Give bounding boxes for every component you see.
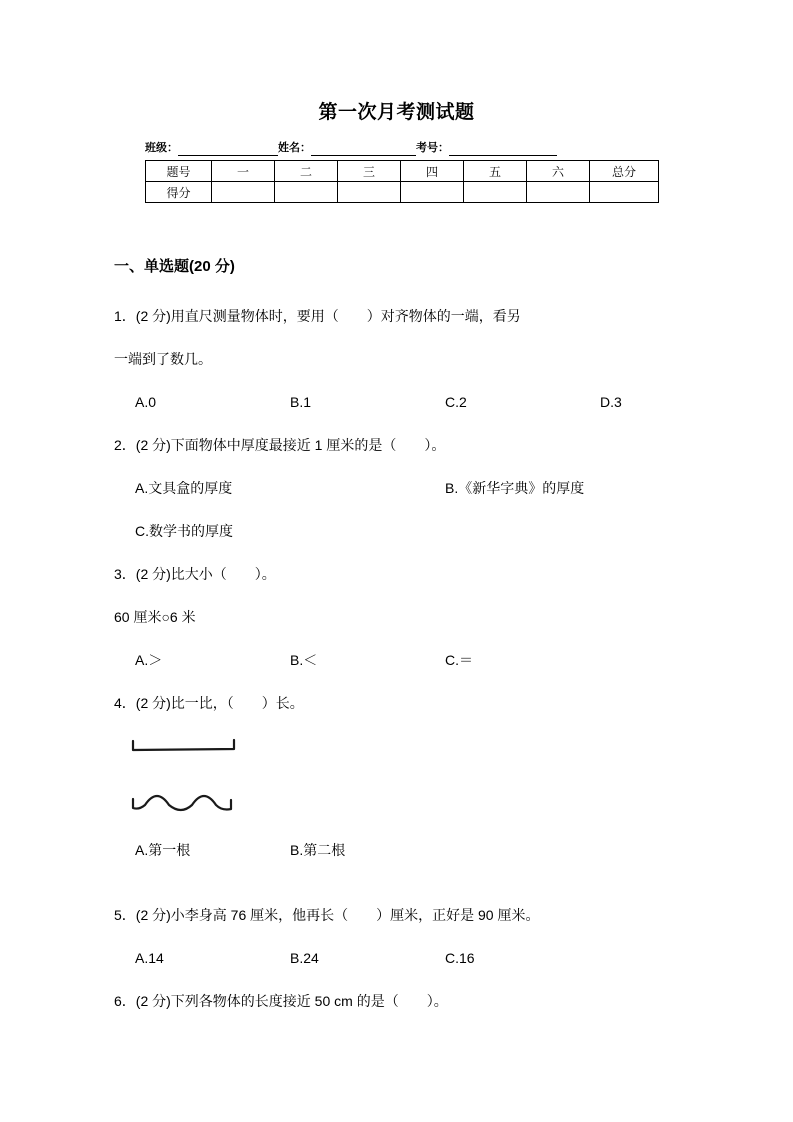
score-table-col-1: 一 [212, 161, 275, 182]
question-2-option-b[interactable]: B.《新华字典》的厚度 [445, 480, 585, 496]
straight-line-icon [130, 737, 242, 759]
score-table-col-3: 三 [338, 161, 401, 182]
identity-row [145, 136, 650, 156]
question-1-text: 1．(2 分)用直尺测量物体时，要用（ ）对齐物体的一端，看另 [114, 308, 521, 324]
score-cell-4[interactable] [401, 182, 464, 203]
score-table-col-6: 六 [527, 161, 590, 182]
page-title: 第一次月考测试题 [318, 102, 475, 123]
question-5-option-c[interactable]: C.16 [445, 950, 475, 966]
table-row-scores [146, 182, 659, 203]
question-5-option-b[interactable]: B.24 [290, 950, 319, 966]
question-4-options [114, 829, 694, 872]
question-5-text: 5．(2 分)小李身高 76 厘米，他再长（ ）厘米，正好是 90 厘米。 [114, 907, 540, 923]
score-cell-5[interactable] [464, 182, 527, 203]
score-table-col-5: 五 [464, 161, 527, 182]
identity-field-name [278, 139, 416, 156]
score-table-col-2: 二 [275, 161, 338, 182]
table-row-header [146, 161, 659, 182]
identity-field-examno [416, 139, 557, 156]
question-2-options-row2 [114, 510, 694, 553]
exam-content [0, 253, 793, 1023]
question-3 [114, 553, 694, 682]
question-2-text: 2．(2 分)下面物体中厚度最接近 1 厘米的是（ ）。 [114, 437, 446, 453]
question-3-expression: 60 厘米○6 米 [114, 609, 196, 625]
question-5-options [114, 937, 694, 980]
question-2-options-row1 [114, 467, 694, 510]
question-3-option-a[interactable]: A.＞ [135, 652, 163, 668]
question-5-option-a[interactable]: A.14 [135, 950, 164, 966]
question-3-options [114, 639, 694, 682]
question-2-option-c[interactable]: C.数学书的厚度 [135, 523, 233, 539]
question-1-option-a[interactable]: A.0 [135, 394, 157, 410]
wavy-line-icon [130, 783, 242, 817]
score-cell-total[interactable] [590, 182, 659, 203]
identity-blank-name[interactable] [311, 142, 416, 156]
question-3-option-c[interactable]: C.＝ [445, 652, 473, 668]
section-heading-1: 一、单选题(20 分) [114, 258, 235, 275]
score-table-col-total: 总分 [590, 161, 659, 182]
question-1-option-d[interactable]: D.3 [600, 394, 622, 410]
question-4-option-a[interactable]: A.第一根 [135, 842, 191, 858]
question-6 [114, 980, 694, 1023]
question-1-options [114, 381, 694, 424]
identity-field-class [145, 139, 278, 156]
score-cell-2[interactable] [275, 182, 338, 203]
score-table-row-label-score: 得分 [146, 182, 212, 203]
score-cell-3[interactable] [338, 182, 401, 203]
score-table [145, 160, 659, 203]
question-3-option-b[interactable]: B.＜ [290, 652, 318, 668]
question-1-option-b[interactable]: B.1 [290, 394, 312, 410]
question-2-option-a[interactable]: A.文具盒的厚度 [135, 480, 233, 496]
question-4 [114, 682, 694, 894]
score-table-col-4: 四 [401, 161, 464, 182]
score-table-row-label-number: 题号 [146, 161, 212, 182]
question-4-figures [114, 725, 694, 829]
score-cell-6[interactable] [527, 182, 590, 203]
question-6-text: 6．(2 分)下列各物体的长度接近 50 cm 的是（ ）。 [114, 993, 448, 1009]
question-3-text: 3．(2 分)比大小（ ）。 [114, 566, 276, 582]
question-1-text-line2: 一端到了数几。 [114, 351, 212, 367]
identity-label-class: 班级： [145, 142, 178, 154]
identity-label-name: 姓名： [278, 142, 311, 154]
question-4-option-b[interactable]: B.第二根 [290, 842, 346, 858]
question-1 [114, 295, 694, 424]
identity-blank-examno[interactable] [449, 142, 557, 156]
score-cell-1[interactable] [212, 182, 275, 203]
question-2 [114, 424, 694, 553]
question-4-text: 4．(2 分)比一比，（ ）长。 [114, 695, 304, 711]
identity-blank-class[interactable] [178, 142, 278, 156]
question-4-spacer [114, 872, 694, 894]
question-1-option-c[interactable]: C.2 [445, 394, 467, 410]
identity-label-examno: 考号： [416, 142, 449, 154]
question-5 [114, 894, 694, 980]
